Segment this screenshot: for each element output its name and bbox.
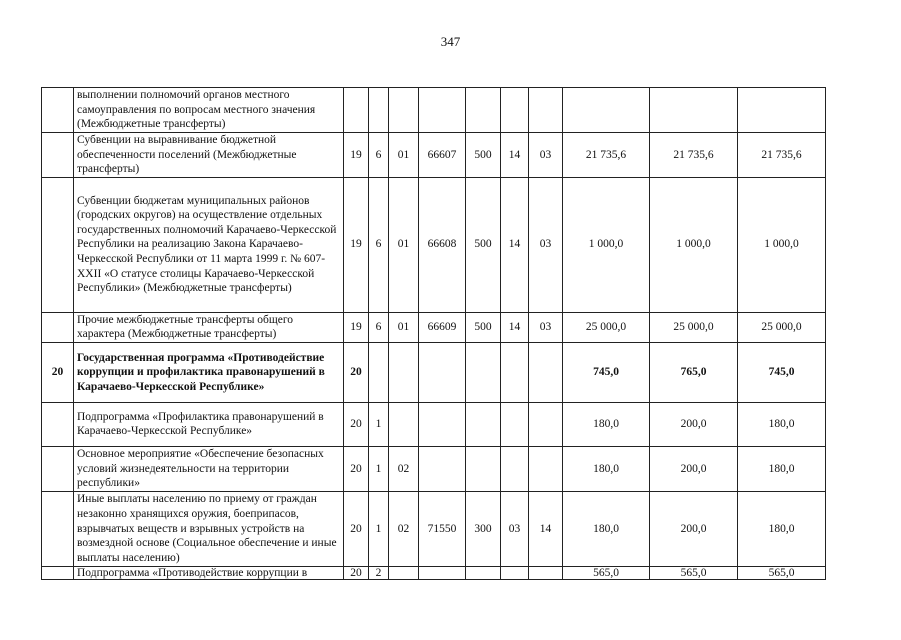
table-row xyxy=(42,491,826,566)
amount-cell xyxy=(738,88,826,133)
code-cell: 03 xyxy=(501,491,529,566)
code-cell: 14 xyxy=(501,312,529,342)
row-description: Субвенции бюджетам муниципальных районов (городских округов) на осуществление отдельных государственных полномочий Карачаево-Черкесской Республики на реализацию Закона Карачаево-Черкесской Республики от 11 марта 1999 г. № 607-XXII «О статусе столицы Карачаево-Черкесской Республики» (Межбюджетные трансферты) xyxy=(74,177,344,312)
table-row-program xyxy=(42,342,826,402)
table-row xyxy=(42,177,826,312)
code-cell xyxy=(501,566,529,579)
row-description: Подпрограмма «Противодействие коррупции в xyxy=(74,566,344,579)
code-cell: 02 xyxy=(389,491,419,566)
code-cell xyxy=(529,402,563,446)
code-cell xyxy=(389,402,419,446)
table-row xyxy=(42,402,826,446)
amount-cell: 25 000,0 xyxy=(738,312,826,342)
code-cell xyxy=(529,446,563,491)
amount-cell: 745,0 xyxy=(738,342,826,402)
row-number xyxy=(42,177,74,312)
code-cell: 19 xyxy=(344,177,369,312)
row-number xyxy=(42,566,74,579)
code-cell: 01 xyxy=(389,312,419,342)
amount-cell: 21 735,6 xyxy=(738,133,826,178)
row-number xyxy=(42,491,74,566)
code-cell xyxy=(419,342,466,402)
code-cell xyxy=(466,566,501,579)
code-cell: 1 xyxy=(369,491,389,566)
code-cell: 71550 xyxy=(419,491,466,566)
row-number xyxy=(42,133,74,178)
amount-cell: 180,0 xyxy=(738,446,826,491)
code-cell xyxy=(369,342,389,402)
amount-cell: 25 000,0 xyxy=(650,312,738,342)
code-cell xyxy=(419,88,466,133)
page-number: 347 xyxy=(440,34,461,49)
code-cell xyxy=(344,88,369,133)
code-cell: 01 xyxy=(389,177,419,312)
code-cell: 6 xyxy=(369,312,389,342)
row-description: Подпрограмма «Профилактика правонарушений в Карачаево-Черкесской Республике» xyxy=(74,402,344,446)
row-number xyxy=(42,446,74,491)
code-cell: 2 xyxy=(369,566,389,579)
table-row xyxy=(42,133,826,178)
amount-cell: 745,0 xyxy=(563,342,650,402)
row-description: Основное мероприятие «Обеспечение безопасных условий жизнедеятельности на территории республики» xyxy=(74,446,344,491)
row-description: выполнении полномочий органов местного самоуправления по вопросам местного значения (Межбюджетные трансферты) xyxy=(74,88,344,133)
budget-table xyxy=(41,87,826,580)
row-description: Прочие межбюджетные трансферты общего характера (Межбюджетные трансферты) xyxy=(74,312,344,342)
code-cell xyxy=(466,402,501,446)
amount-cell: 565,0 xyxy=(650,566,738,579)
code-cell: 14 xyxy=(529,491,563,566)
table-row xyxy=(42,446,826,491)
amount-cell xyxy=(650,88,738,133)
row-number xyxy=(42,402,74,446)
code-cell: 6 xyxy=(369,177,389,312)
amount-cell: 25 000,0 xyxy=(563,312,650,342)
code-cell xyxy=(501,446,529,491)
code-cell: 20 xyxy=(344,446,369,491)
code-cell: 02 xyxy=(389,446,419,491)
code-cell: 300 xyxy=(466,491,501,566)
amount-cell: 765,0 xyxy=(650,342,738,402)
row-description: Субвенции на выравнивание бюджетной обеспеченности поселений (Межбюджетные трансферты) xyxy=(74,133,344,178)
row-number xyxy=(42,88,74,133)
code-cell xyxy=(419,566,466,579)
amount-cell: 180,0 xyxy=(563,446,650,491)
amount-cell: 180,0 xyxy=(563,402,650,446)
code-cell: 19 xyxy=(344,312,369,342)
amount-cell: 1 000,0 xyxy=(738,177,826,312)
amount-cell: 200,0 xyxy=(650,491,738,566)
code-cell xyxy=(529,88,563,133)
code-cell: 03 xyxy=(529,177,563,312)
amount-cell: 565,0 xyxy=(738,566,826,579)
row-description: Государственная программа «Противодействие коррупции и профилактика правонарушений в Карачаево-Черкесской Республике» xyxy=(74,342,344,402)
code-cell: 01 xyxy=(389,133,419,178)
code-cell xyxy=(369,88,389,133)
amount-cell: 21 735,6 xyxy=(563,133,650,178)
amount-cell: 180,0 xyxy=(563,491,650,566)
code-cell: 500 xyxy=(466,312,501,342)
row-description: Иные выплаты населению по приему от граждан незаконно хранящихся оружия, боеприпасов, взрывчатых веществ и взрывных устройств на возмездной основе (Социальное обеспечение и иные выплаты населению) xyxy=(74,491,344,566)
amount-cell: 21 735,6 xyxy=(650,133,738,178)
code-cell: 20 xyxy=(344,491,369,566)
code-cell: 500 xyxy=(466,177,501,312)
code-cell: 14 xyxy=(501,133,529,178)
amount-cell: 200,0 xyxy=(650,446,738,491)
amount-cell: 180,0 xyxy=(738,402,826,446)
code-cell xyxy=(389,88,419,133)
code-cell xyxy=(501,88,529,133)
amount-cell: 565,0 xyxy=(563,566,650,579)
amount-cell xyxy=(563,88,650,133)
code-cell xyxy=(501,342,529,402)
code-cell xyxy=(466,446,501,491)
code-cell: 19 xyxy=(344,133,369,178)
code-cell: 66607 xyxy=(419,133,466,178)
code-cell: 66609 xyxy=(419,312,466,342)
code-cell xyxy=(389,342,419,402)
code-cell: 20 xyxy=(344,342,369,402)
code-cell: 500 xyxy=(466,133,501,178)
code-cell: 66608 xyxy=(419,177,466,312)
code-cell xyxy=(389,566,419,579)
code-cell: 6 xyxy=(369,133,389,178)
amount-cell: 180,0 xyxy=(738,491,826,566)
code-cell: 03 xyxy=(529,133,563,178)
code-cell xyxy=(419,446,466,491)
code-cell: 20 xyxy=(344,566,369,579)
code-cell xyxy=(419,402,466,446)
code-cell xyxy=(501,402,529,446)
table-row xyxy=(42,312,826,342)
code-cell: 03 xyxy=(529,312,563,342)
amount-cell: 1 000,0 xyxy=(563,177,650,312)
code-cell xyxy=(529,342,563,402)
code-cell: 20 xyxy=(344,402,369,446)
table-row xyxy=(42,88,826,133)
row-number: 20 xyxy=(42,342,74,402)
code-cell xyxy=(466,88,501,133)
table-row xyxy=(42,566,826,579)
code-cell: 1 xyxy=(369,446,389,491)
code-cell: 14 xyxy=(501,177,529,312)
code-cell xyxy=(529,566,563,579)
row-number xyxy=(42,312,74,342)
code-cell xyxy=(466,342,501,402)
amount-cell: 1 000,0 xyxy=(650,177,738,312)
amount-cell: 200,0 xyxy=(650,402,738,446)
code-cell: 1 xyxy=(369,402,389,446)
